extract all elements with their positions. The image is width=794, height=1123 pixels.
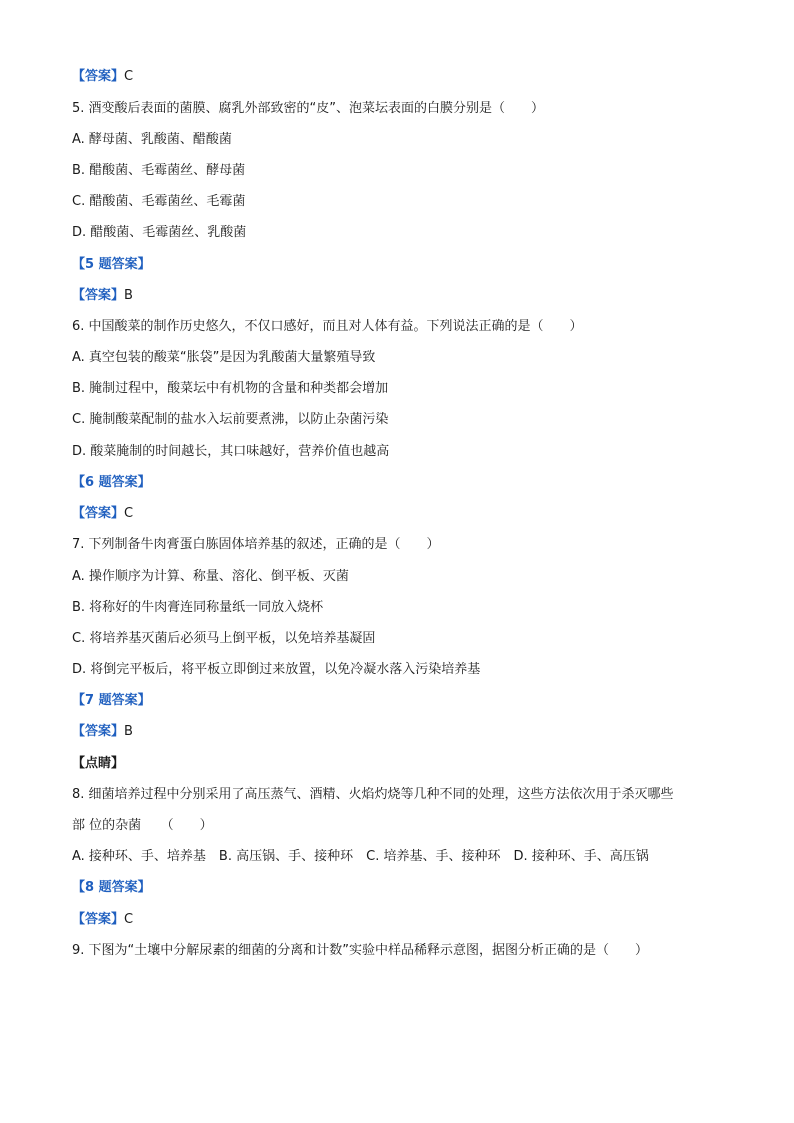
question-5-option-b: B. 醋酸菌、毛霉菌丝、酵母菌: [72, 163, 246, 178]
question-8-answer-header: 【8 题答案】: [72, 880, 151, 895]
question-5-option-d: D. 醋酸菌、毛霉菌丝、乳酸菌: [72, 225, 247, 240]
question-7-stem: 7. 下列制备牛肉膏蛋白胨固体培养基的叙述，正确的是（ ）: [72, 537, 440, 552]
question-7-option-b: B. 将称好的牛肉膏连同称量纸一同放入烧杯: [72, 600, 324, 615]
question-8-answer: [72, 911, 133, 929]
question-6-answer-header: 【6 题答案】: [72, 475, 151, 490]
question-8-stem-line-1: 8. 细菌培养过程中分别采用了高压蒸气、酒精、火焰灼烧等几种不同的处理，这些方法依次用于杀灭哪些: [72, 787, 674, 802]
question-8-stem-line-2: 部 位的杂菌 （ ）: [72, 818, 213, 833]
question-6-answer: [72, 505, 133, 523]
answer-label: 【答案】: [72, 288, 125, 303]
question-5-answer-header: 【5 题答案】: [72, 257, 151, 272]
question-8-options: A. 接种环、手、培养基 B. 高压锅、手、接种环 C. 培养基、手、接种环 D. 接种环、手、高压锅: [72, 849, 649, 864]
question-6-stem: 6. 中国酸菜的制作历史悠久，不仅口感好，而且对人体有益。下列说法正确的是（ ）: [72, 319, 583, 334]
question-7-option-a: A. 操作顺序为计算、称量、溶化、倒平板、灭菌: [72, 569, 349, 584]
question-7-answer: [72, 723, 133, 741]
question-5-stem: 5. 酒变酸后表面的菌膜、腐乳外部致密的“皮”、泡菜坛表面的白膜分别是（ ）: [72, 101, 545, 116]
question-5-option-c: C. 醋酸菌、毛霉菌丝、毛霉菌: [72, 194, 246, 209]
question-5-answer: [72, 287, 133, 305]
question-6-option-d: D. 酸菜腌制的时间越长，其口味越好，营养价值也越高: [72, 444, 390, 459]
answer-label: 【答案】: [72, 912, 125, 927]
question-9-stem: 9. 下图为“土壤中分解尿素的细菌的分离和计数”实验中样品稀释示意图，据图分析正确的是（ ）: [72, 943, 649, 958]
answer-value: B: [124, 724, 133, 739]
answer-label: 【答案】: [72, 724, 125, 739]
answer-value: B: [124, 288, 133, 303]
question-6-option-a: A. 真空包装的酸菜“胀袋”是因为乳酸菌大量繁殖导致: [72, 350, 376, 365]
question-7-answer-header: 【7 题答案】: [72, 693, 151, 708]
question-6-option-c: C. 腌制酸菜配制的盐水入坛前要煮沸，以防止杂菌污染: [72, 412, 389, 427]
question-7-comment-label: 【点睛】: [72, 756, 125, 771]
answer-line-prev: [72, 68, 133, 86]
question-7-option-d: D. 将倒完平板后，将平板立即倒过来放置，以免冷凝水落入污染培养基: [72, 662, 481, 677]
answer-label: 【答案】: [72, 506, 125, 521]
answer-value: C: [124, 506, 134, 521]
question-7-option-c: C. 将培养基灭菌后必须马上倒平板，以免培养基凝固: [72, 631, 376, 646]
question-6-option-b: B. 腌制过程中，酸菜坛中有机物的含量和种类都会增加: [72, 381, 389, 396]
answer-value: C: [124, 912, 134, 927]
answer-label: 【答案】: [72, 69, 125, 84]
question-5-option-a: A. 酵母菌、乳酸菌、醋酸菌: [72, 132, 232, 147]
answer-value: C: [124, 69, 134, 84]
